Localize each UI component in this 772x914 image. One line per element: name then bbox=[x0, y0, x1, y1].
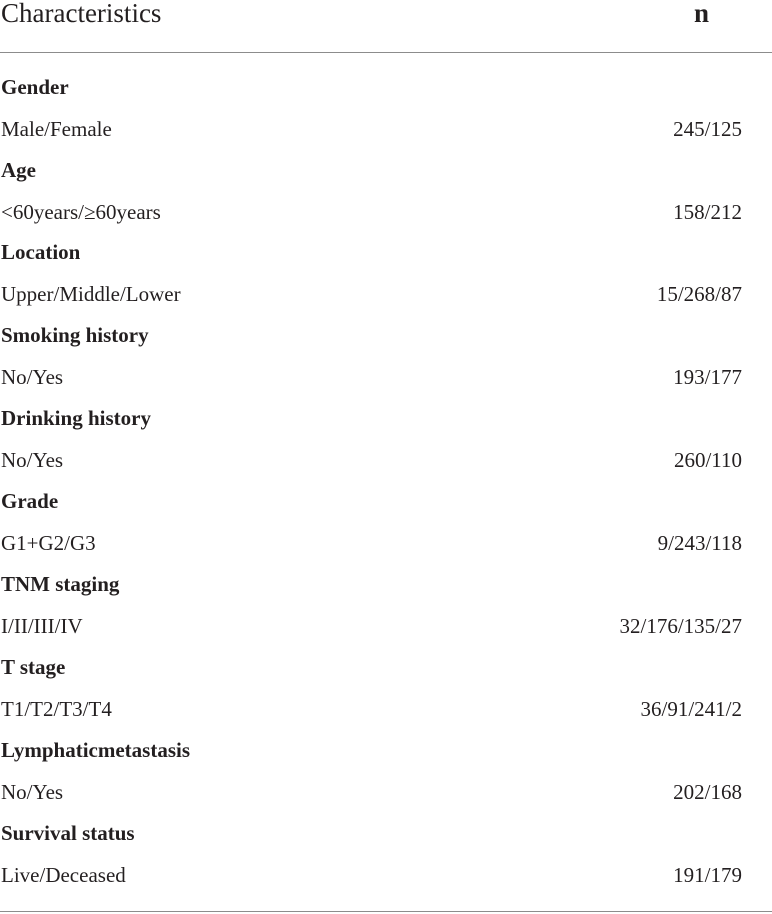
row-value: 191/179 bbox=[673, 863, 742, 887]
n-column-header: n bbox=[694, 0, 710, 28]
row-value: 158/212 bbox=[673, 200, 742, 224]
characteristics-column-header: Characteristics bbox=[1, 0, 162, 28]
group-title: Gender bbox=[1, 75, 69, 99]
group-title: Drinking history bbox=[1, 406, 151, 430]
row-value: 260/110 bbox=[673, 448, 742, 472]
table-row-drinking-history bbox=[0, 445, 772, 475]
group-row-drinking-history bbox=[0, 403, 772, 433]
group-row-age bbox=[0, 155, 772, 185]
group-row-location bbox=[0, 237, 772, 267]
group-row-tnm-staging bbox=[0, 569, 772, 599]
row-label: Upper/Middle/Lower bbox=[1, 282, 181, 306]
group-title: Survival status bbox=[1, 821, 135, 845]
row-label: G1+G2/G3 bbox=[1, 531, 96, 555]
row-value: 32/176/135/27 bbox=[619, 614, 742, 638]
group-title: TNM staging bbox=[1, 572, 120, 596]
group-row-gender bbox=[0, 72, 772, 102]
group-title: Location bbox=[1, 240, 81, 264]
row-label: T1/T2/T3/T4 bbox=[1, 697, 112, 721]
group-title: Age bbox=[1, 158, 36, 182]
group-title: Lymphaticmetastasis bbox=[1, 738, 190, 762]
row-value: 36/91/241/2 bbox=[640, 697, 742, 721]
table-row-gender bbox=[0, 114, 772, 144]
table-row-grade bbox=[0, 528, 772, 558]
row-value: 193/177 bbox=[673, 365, 742, 389]
table-row-location bbox=[0, 279, 772, 309]
row-label: <60years/≥60years bbox=[1, 200, 161, 224]
group-row-grade bbox=[0, 486, 772, 516]
row-value: 9/243/118 bbox=[657, 531, 742, 555]
table-row-smoking-history bbox=[0, 362, 772, 392]
table-header bbox=[0, 0, 772, 53]
group-title: Smoking history bbox=[1, 323, 149, 347]
row-label: No/Yes bbox=[1, 780, 64, 804]
row-value: 15/268/87 bbox=[656, 282, 742, 306]
table-bottom-rule bbox=[0, 911, 772, 912]
row-label: Male/Female bbox=[1, 117, 112, 141]
row-value: 202/168 bbox=[673, 780, 742, 804]
table-row-tnm-staging bbox=[0, 611, 772, 641]
table-row-age bbox=[0, 197, 772, 227]
group-row-smoking-history bbox=[0, 320, 772, 350]
table-row-t-stage bbox=[0, 694, 772, 724]
row-label: No/Yes bbox=[1, 365, 64, 389]
table-row-lymphatic-metastasis bbox=[0, 777, 772, 807]
group-title: Grade bbox=[1, 489, 59, 513]
group-row-lymphatic-metastasis bbox=[0, 735, 772, 765]
row-label: Live/Deceased bbox=[1, 863, 126, 887]
row-label: No/Yes bbox=[1, 448, 64, 472]
group-row-t-stage bbox=[0, 652, 772, 682]
group-row-survival-status bbox=[0, 818, 772, 848]
table-row-survival-status bbox=[0, 860, 772, 890]
row-value: 245/125 bbox=[673, 117, 742, 141]
row-label: I/II/III/IV bbox=[1, 614, 83, 638]
group-title: T stage bbox=[1, 655, 66, 679]
